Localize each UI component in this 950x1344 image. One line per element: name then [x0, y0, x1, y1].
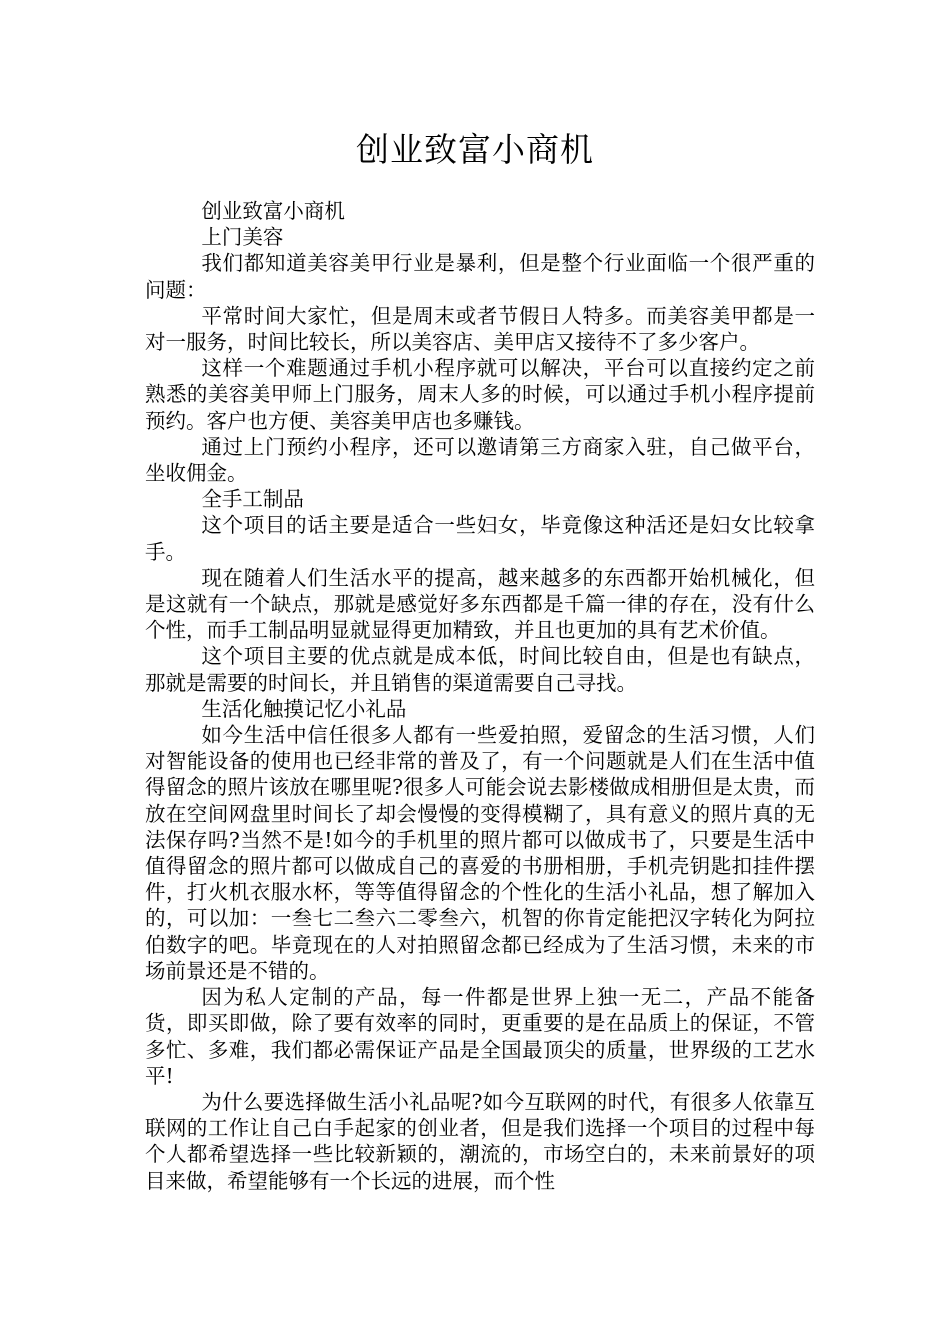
section-heading-door-to-door-beauty: 上门美容 [201, 225, 284, 250]
paragraph: 因为私人定制的产品，每一件都是世界上独一无二，产品不能备货，即买即做，除了要有效率的同时，更重要的是在品质上的保证，不管多忙、多难，我们都必需保证产品是全国最顶尖的质量，世界级的工艺水平! [145, 985, 815, 1088]
paragraph: 我们都知道美容美甲行业是暴利，但是整个行业面临一个很严重的问题： [145, 251, 815, 302]
paragraph: 这样一个难题通过手机小程序就可以解决，平台可以直接约定之前熟悉的美容美甲师上门服务，周末人多的时候，可以通过手机小程序提前预约。客户也方便、美容美甲店也多赚钱。 [145, 356, 815, 433]
section-heading-handmade-products: 全手工制品 [201, 487, 304, 512]
paragraph-subtitle: 创业致富小商机 [201, 199, 345, 223]
paragraph: 平常时间大家忙，但是周末或者节假日人特多。而美容美甲都是一对一服务，时间比较长，所以美容店、美甲店又接待不了多少客户。 [145, 303, 815, 355]
section-heading-memory-gifts: 生活化触摸记忆小礼品 [201, 696, 407, 721]
paragraph: 这个项目主要的优点就是成本低，时间比较自由，但是也有缺点，那就是需要的时间长，并且销售的渠道需要自己寻找。 [145, 644, 815, 695]
paragraph: 为什么要选择做生活小礼品呢?如今互联网的时代，有很多人依靠互联网的工作让自己白手起家的创业者，但是我们选择一个项目的过程中每个人都希望选择一些比较新颖的，潮流的，市场空白的，未来前景好的项目来做，希望能够有一个长远的进展，而个性 [145, 1089, 815, 1193]
paragraph: 这个项目的话主要是适合一些妇女，毕竟像这种活还是妇女比较拿手。 [145, 513, 815, 564]
document-body [145, 198, 815, 1194]
document-title: 创业致富小商机 [356, 130, 594, 169]
paragraph: 通过上门预约小程序，还可以邀请第三方商家入驻，自己做平台，坐收佣金。 [145, 434, 815, 486]
paragraph: 如今生活中信任很多人都有一些爱拍照，爱留念的生活习惯，人们对智能设备的使用也已经非常的普及了，有一个问题就是人们在生活中值得留念的照片该放在哪里呢?很多人可能会说去影楼做成相册但是太贵，而放在空间网盘里时间长了却会慢慢的变得模糊了，具有意义的照片真的无法保存吗?当然不是!如今的手机里的照片都可以做成书了，只要是生活中值得留念的照片都可以做成自己的喜爱的书册相册，手机壳钥匙扣挂件摆件，打火机衣服水杯，等等值得留念的个性化的生活小礼品，想了解加入的，可以加：一叁七二叁六二零叁六，机智的你肯定能把汉字转化为阿拉伯数字的吧。毕竟现在的人对拍照留念都已经成为了生活习惯，未来的市场前景还是不错的。 [145, 723, 815, 983]
paragraph: 现在随着人们生活水平的提高，越来越多的东西都开始机械化，但是这就有一个缺点，那就是感觉好多东西都是千篇一律的存在，没有什么个性，而手工制品明显就显得更加精致，并且也更加的具有艺术价值。 [145, 565, 815, 643]
